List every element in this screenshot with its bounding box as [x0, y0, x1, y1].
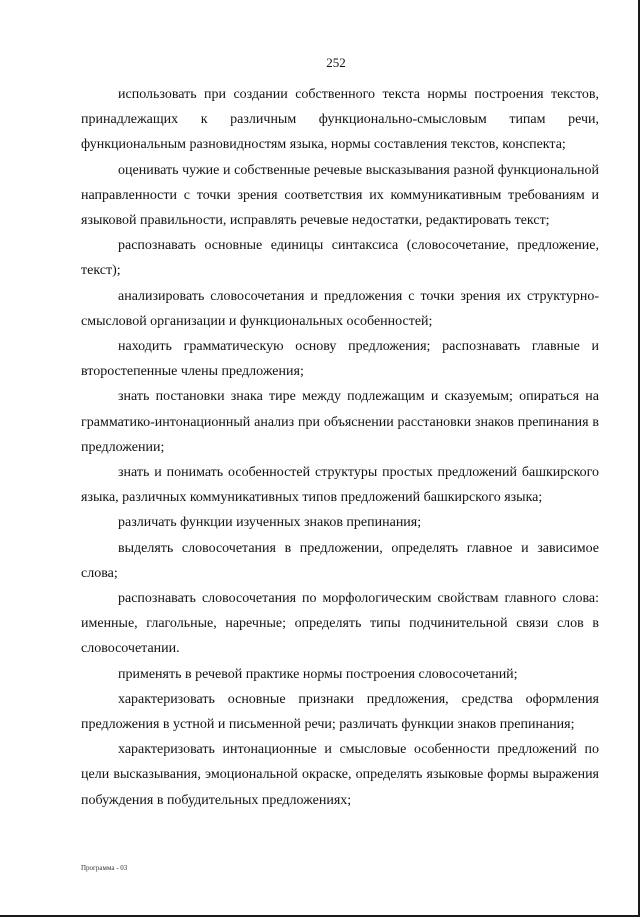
paragraph: анализировать словосочетания и предложения с точки зрения их структурно-смысловой организации и функциональных особенностей; [81, 288, 599, 329]
paragraph: оценивать чужие и собственные речевые высказывания разной функциональной направленности с точки зрения соответствия их коммуникативным требованиям и языковой правильности, исправлять речевые недостатки, редактировать текст; [81, 162, 599, 229]
document-body [81, 82, 599, 813]
paragraph: характеризовать основные признаки предложения, средства оформления предложения в устной и письменной речи; различать функции знаков препинания; [81, 691, 599, 733]
paragraph: знать и понимать особенностей структуры простых предложений башкирского языка, различных коммуникативных типов предложений башкирского языка; [81, 465, 599, 506]
paragraph: находить грамматическую основу предложения; распознавать главные и второстепенные члены предложения; [81, 339, 599, 380]
page-number: 252 [326, 55, 346, 70]
page-footer: Программа - 03 [81, 864, 128, 872]
paragraph: распознавать словосочетания по морфологическим свойствам главного слова: именные, глагольные, наречные; определять типы подчинительной связи слов в словосочетании. [81, 591, 599, 657]
paragraph: характеризовать интонационные и смысловые особенности предложений по цели высказывания, эмоциональной окраске, определять языковые формы выражения побуждения в побудительных предложениях; [81, 742, 599, 808]
paragraph: использовать при создании собственного текста нормы построения текстов, принадлежащих к различным функционально-смысловым типам речи, функциональным разновидностям языка, нормы составления текстов, конспекта; [81, 87, 599, 153]
paragraph: применять в речевой практике нормы построения словосочетаний; [118, 666, 518, 682]
paragraph: выделять словосочетания в предложении, определять главное и зависимое слова; [81, 540, 599, 581]
paragraph: различать функции изученных знаков препинания; [118, 515, 422, 531]
paragraph: распознавать основные единицы синтаксиса (словосочетание, предложение, текст); [81, 238, 599, 279]
paragraph: знать постановки знака тире между подлежащим и сказуемым; опираться на грамматико-интонационный анализ при объяснении расстановки знаков препинания в предложении; [81, 389, 599, 455]
